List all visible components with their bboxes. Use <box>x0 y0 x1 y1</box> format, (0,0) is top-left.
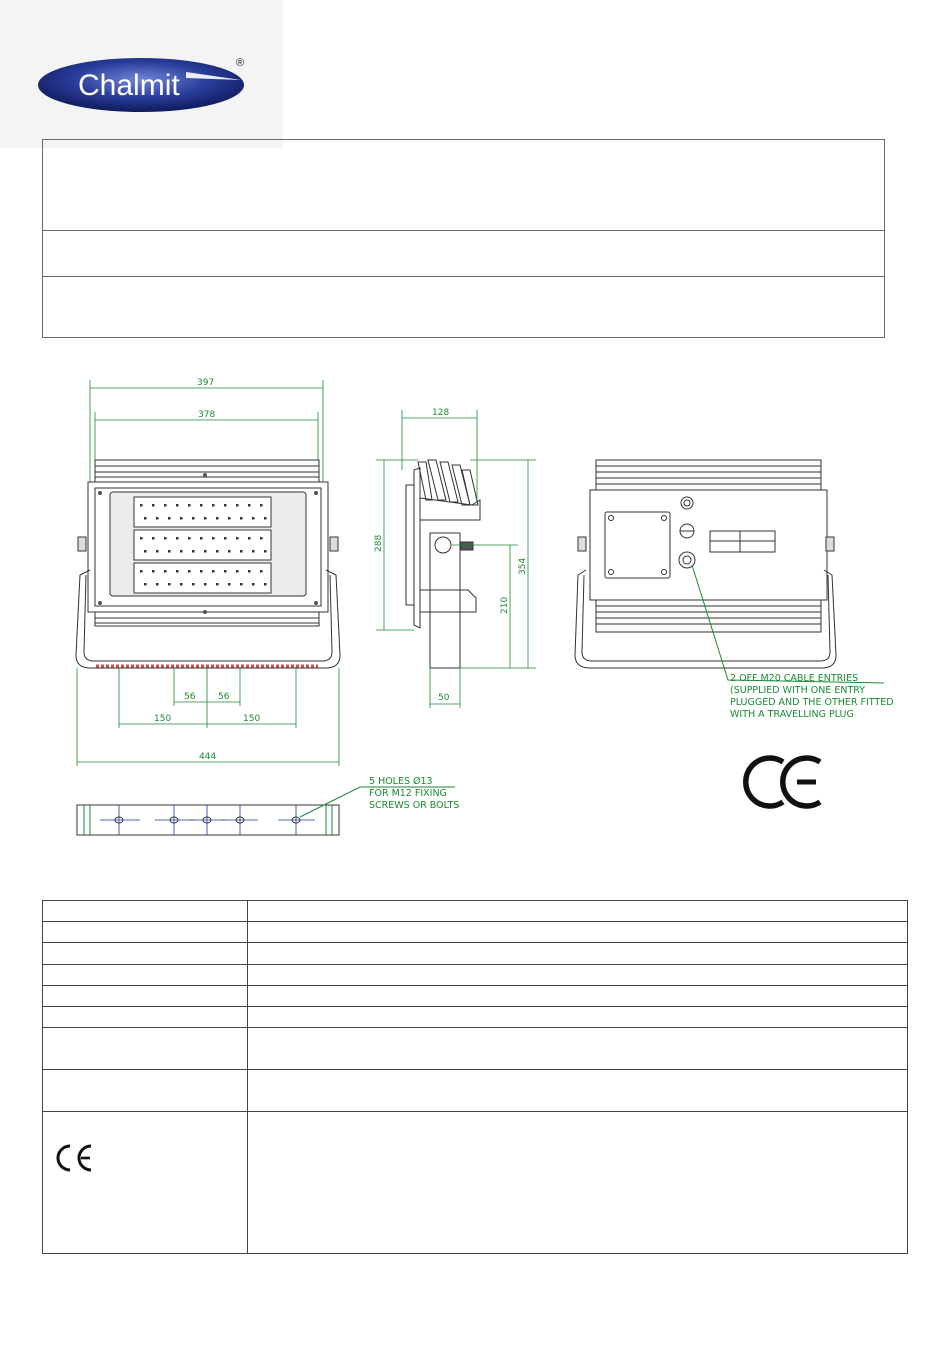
spec-label-cell <box>43 965 248 986</box>
led-dot <box>204 583 207 586</box>
led-dot <box>264 517 267 520</box>
led-dot <box>140 570 143 573</box>
led-dot <box>212 570 215 573</box>
spec-row <box>43 1007 908 1028</box>
holes-note-line-1: 5 HOLES Ø13 <box>369 776 433 787</box>
front-view <box>76 460 340 668</box>
led-dot <box>168 583 171 586</box>
registered-mark: ® <box>236 57 245 69</box>
led-dot <box>200 537 203 540</box>
spec-label-cell <box>43 922 248 943</box>
spec-table <box>42 900 908 1254</box>
spec-value-cell <box>248 922 908 943</box>
led-dot <box>248 570 251 573</box>
spec-value-cell <box>248 1028 908 1070</box>
dim-overall-width: 397 <box>197 378 215 388</box>
dim-hole-pitch-outer-left: 150 <box>154 714 172 724</box>
led-dot <box>164 570 167 573</box>
spec-row <box>43 1070 908 1112</box>
dim-overall-height: 354 <box>518 557 528 575</box>
dim-hole-pitch-outer-right: 150 <box>243 714 261 724</box>
led-dot <box>228 550 231 553</box>
led-dot <box>212 537 215 540</box>
led-dot <box>176 504 179 507</box>
led-dot <box>236 570 239 573</box>
led-dot <box>204 550 207 553</box>
dim-body-height: 288 <box>374 534 384 552</box>
led-dot <box>260 570 263 573</box>
rear-view <box>575 460 884 683</box>
spec-row <box>43 1028 908 1070</box>
spec-row <box>43 901 908 922</box>
spec-row <box>43 922 908 943</box>
spec-value-cell <box>248 1007 908 1028</box>
led-dot <box>260 504 263 507</box>
dim-side-depth: 128 <box>432 408 450 418</box>
holes-note-line-3: SCREWS OR BOLTS <box>369 800 460 811</box>
led-dot <box>252 517 255 520</box>
led-dot <box>240 583 243 586</box>
spec-label-cell <box>43 1007 248 1028</box>
cable-note-line-1: 2 OFF M20 CABLE ENTRIES <box>730 673 859 684</box>
dim-bracket-width: 444 <box>199 752 217 762</box>
spec-value-cell <box>248 1112 908 1254</box>
led-dot <box>176 537 179 540</box>
spec-value-cell <box>248 901 908 922</box>
led-dot <box>188 570 191 573</box>
led-dot <box>156 583 159 586</box>
led-dot <box>180 517 183 520</box>
led-dot <box>228 517 231 520</box>
led-dot <box>236 504 239 507</box>
led-dot <box>204 517 207 520</box>
dim-hole-pitch-inner-left: 56 <box>184 692 196 702</box>
led-dot <box>252 583 255 586</box>
led-dot <box>200 504 203 507</box>
led-dot <box>156 550 159 553</box>
led-dot <box>212 504 215 507</box>
dim-bracket-depth: 50 <box>438 693 450 703</box>
chalmit-logo <box>36 52 251 118</box>
cable-note-line-4: WITH A TRAVELLING PLUG <box>730 709 854 720</box>
header-description-box <box>42 230 885 277</box>
technical-drawing <box>0 360 950 860</box>
led-dot <box>188 537 191 540</box>
led-dot <box>228 583 231 586</box>
led-dot <box>164 537 167 540</box>
dim-inner-width: 378 <box>198 410 216 420</box>
led-dot <box>264 583 267 586</box>
led-dot <box>240 517 243 520</box>
spec-value-cell <box>248 1070 908 1112</box>
led-dot <box>144 550 147 553</box>
spec-value-cell <box>248 943 908 965</box>
spec-row <box>43 943 908 965</box>
led-dot <box>180 550 183 553</box>
led-dot <box>264 550 267 553</box>
spec-label-cell <box>43 901 248 922</box>
holes-note-line-2: FOR M12 FIXING <box>369 788 447 799</box>
led-dot <box>192 517 195 520</box>
spec-label-cell <box>43 943 248 965</box>
led-dot <box>176 570 179 573</box>
led-dot <box>224 504 227 507</box>
spec-label-cell <box>43 1070 248 1112</box>
spec-value-cell <box>248 986 908 1007</box>
led-dot <box>140 537 143 540</box>
led-dot <box>180 583 183 586</box>
led-dot <box>164 504 167 507</box>
side-view <box>406 460 480 668</box>
led-dot <box>144 517 147 520</box>
led-dot <box>192 583 195 586</box>
led-dot <box>188 504 191 507</box>
spec-row <box>43 965 908 986</box>
cable-note-line-2: (SUPPLIED WITH ONE ENTRY <box>730 685 866 696</box>
header-details-box <box>42 276 885 338</box>
ce-mark-small <box>53 1140 113 1186</box>
dim-pivot-height: 210 <box>500 596 510 614</box>
led-dot <box>152 537 155 540</box>
led-dot <box>144 583 147 586</box>
header-title-box <box>42 139 885 231</box>
led-dot <box>152 570 155 573</box>
led-dot <box>152 504 155 507</box>
spec-value-cell <box>248 965 908 986</box>
led-dot <box>240 550 243 553</box>
led-dot <box>216 550 219 553</box>
led-dot <box>140 504 143 507</box>
led-dot <box>224 537 227 540</box>
led-dot <box>260 537 263 540</box>
led-dot <box>248 504 251 507</box>
led-dot <box>236 537 239 540</box>
spec-label-cell-ce <box>43 1112 248 1254</box>
spec-label-cell <box>43 1028 248 1070</box>
logo-wordmark: Chalmit <box>78 69 180 102</box>
led-dot <box>224 570 227 573</box>
ce-mark-large <box>746 758 820 806</box>
cable-note-line-3: PLUGGED AND THE OTHER FITTED <box>730 697 894 708</box>
led-dot <box>200 570 203 573</box>
spec-label-cell <box>43 986 248 1007</box>
led-dot <box>248 537 251 540</box>
led-dot <box>252 550 255 553</box>
spec-row <box>43 986 908 1007</box>
led-dot <box>192 550 195 553</box>
led-dot <box>168 517 171 520</box>
dim-hole-pitch-inner-right: 56 <box>218 692 230 702</box>
led-dot <box>216 583 219 586</box>
spec-row <box>43 1112 908 1254</box>
led-dot <box>216 517 219 520</box>
led-dot <box>156 517 159 520</box>
led-dot <box>168 550 171 553</box>
